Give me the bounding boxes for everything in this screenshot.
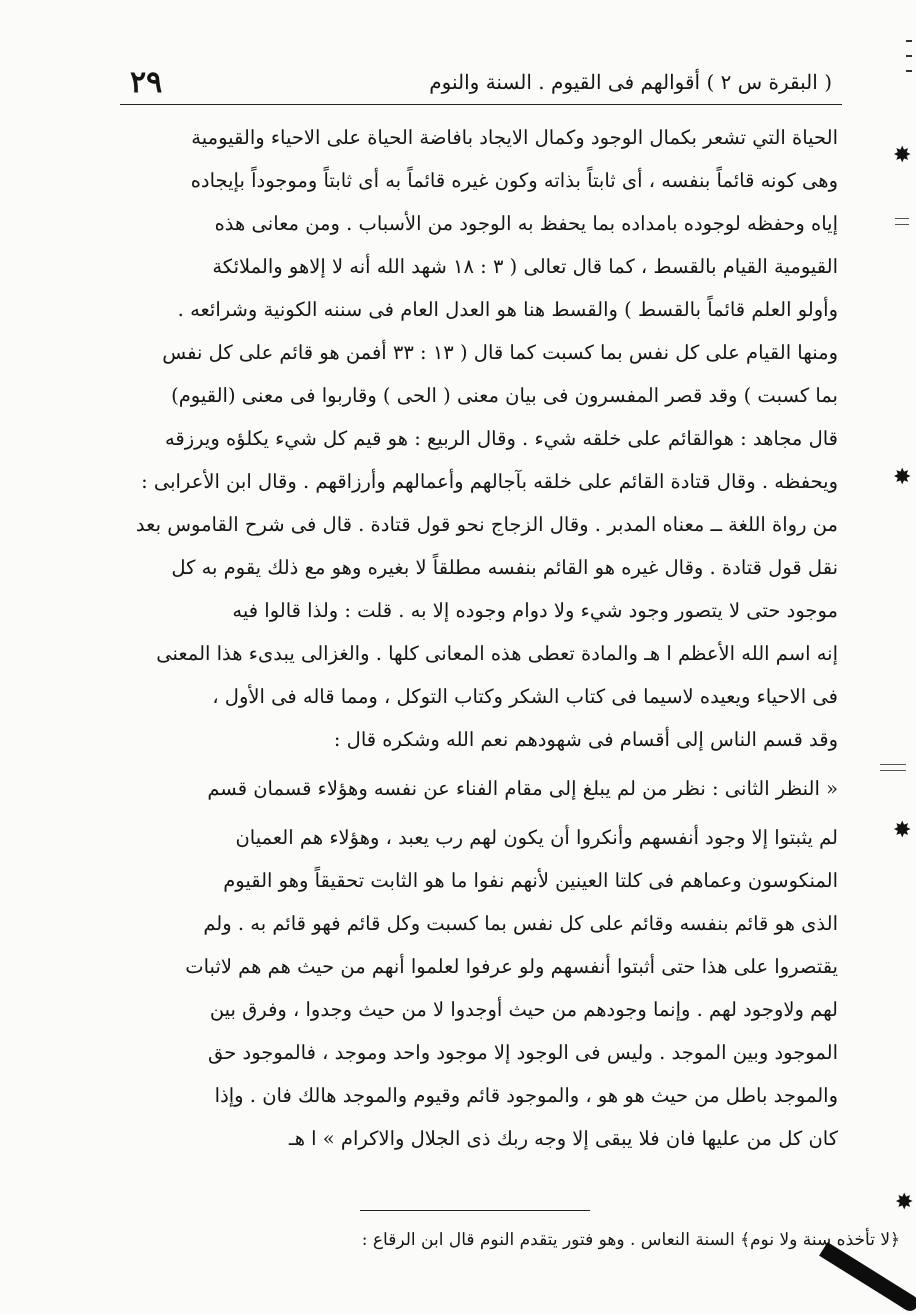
text-line: إنه اسم الله الأعظم ا هـ والمادة تعطى هذه المعانى كلها . والغزالى يبدىء هذا المعنى: [156, 642, 838, 665]
text-line: فى الاحياء ويعيده لاسيما فى كتاب الشكر وكتاب التوكل ، ومما قاله فى الأول ،: [212, 685, 838, 708]
edge-tick: [906, 40, 912, 42]
text-line: ومنها القيام على كل نفس بما كسبت كما قال ( ١٣ : ٣٣ أفمن هو قائم على كل نفس: [162, 341, 838, 364]
body-text: [126, 116, 838, 1160]
quote-line: كان كل من عليها فان فلا يبقى إلا وجه ربك ذى الجلال والاكرام » ا هـ: [288, 1127, 838, 1150]
margin-tick: [880, 770, 906, 771]
text-line: من رواة اللغة ــ معناه المدبر . وقال الزجاج نحو قول قتادة . قال فى شرح القاموس بعد: [135, 513, 838, 536]
text-line: موجود حتى لا يتصور وجود شيء ولا دوام وجوده إلا به . قلت : ولذا قالوا فيه: [232, 599, 838, 622]
text-line: الحياة التي تشعر بكمال الوجود وكمال الايجاد بافاضة الحياة على الاحياء والقيومية: [191, 126, 838, 149]
text-line: إياه وحفظه لوجوده بامداده بما يحفظ به الوجود من الأسباب . ومن معانى هذه: [214, 212, 838, 235]
footnote: ﴿لا تأخذه سنة ولا نوم﴾ السنة النعاس . وهو فتور يتقدم النوم قال ابن الرقاع :: [361, 1230, 900, 1250]
quote-line: لهم ولاوجود لهم . وإنما وجودهم من حيث أوجدوا لا من حيث وجدوا ، وفرق بين: [209, 998, 838, 1021]
margin-mark-icon: ✸: [893, 143, 912, 168]
text-line: بما كسبت ) وقد قصر المفسرون فى بيان معنى ( الحى ) وقاربوا فى معنى (القيوم): [171, 384, 838, 407]
quote-line: يقتصروا على هذا حتى أثبتوا أنفسهم ولو عرفوا لعلموا أنهم من حيث هم هم لاثبات: [185, 955, 838, 978]
margin-mark-icon: ✸: [895, 1190, 914, 1215]
edge-tick: [906, 55, 912, 57]
quote-line: المنكوسون وعماهم فى كلتا العينين لأنهم نفوا ما هو الثابت تحقيقاً وهو القيوم: [223, 869, 838, 892]
margin-mark-icon: ✸: [893, 818, 912, 843]
page-header: [120, 60, 840, 104]
text-line: وهى كونه قائماً بنفسه ، أى ثابتاً بذاته وكون غيره قائماً به أى ثابتاً وموجوداً بإيجاده: [190, 169, 838, 192]
text-line: نقل قول قتادة . وقال غيره هو القائم بنفسه مطلقاً لا بغيره وهو مع ذلك يقوم به كل: [171, 556, 838, 579]
page-number: ٢٩: [130, 64, 163, 100]
margin-mark-icon: ✸: [893, 465, 912, 490]
text-line: قال مجاهد : هوالقائم على خلقه شيء . وقال الربيع : هو قيم كل شيء يكلؤه ويرزقه: [164, 427, 838, 450]
footnote-rule: [360, 1210, 590, 1211]
text-line: وأولو العلم قائماً بالقسط ) والقسط هنا هو العدل العام فى سننه الكونية وشرائعه .: [177, 298, 838, 321]
text-line: وقد قسم الناس إلى أقسام فى شهودهم نعم الله وشكره قال :: [333, 728, 838, 751]
quote-line: والموجد باطل من حيث هو هو ، والموجود قائم وقيوم والموجد هالك فان . وإذا: [214, 1084, 838, 1107]
quote-line: « النظر الثانى : نظر من لم يبلغ إلى مقام الفناء عن نفسه وهؤلاء قسمان قسم: [207, 777, 838, 800]
quote-line: لم يثبتوا إلا وجود أنفسهم وأنكروا أن يكون لهم رب يعبد ، وهؤلاء هم العميان: [235, 826, 838, 849]
text-line: ويحفظه . وقال قتادة القائم على خلقه بآجالهم وأعمالهم وأرزاقهم . وقال ابن الأعرابى :: [141, 470, 838, 493]
running-head: ( البقرة س ٢ ) أقوالهم فى القيوم . السنة والنوم: [429, 70, 832, 94]
text-line: القيومية القيام بالقسط ، كما قال تعالى ( ٣ : ١٨ شهد الله أنه لا إلاهو والملائكة: [212, 255, 838, 278]
header-rule: [120, 104, 842, 105]
quote-line: الذى هو قائم بنفسه وقائم على كل نفس بما كسبت وكل قائم فهو قائم به . ولم: [203, 912, 838, 935]
margin-tick: [880, 764, 906, 765]
quote-line: الموجود وبين الموجد . وليس فى الوجود إلا موجود واحد وموجد ، فالموجود حق: [208, 1041, 838, 1064]
margin-tick: [895, 224, 909, 225]
edge-tick: [906, 70, 912, 72]
margin-tick: [895, 218, 909, 219]
